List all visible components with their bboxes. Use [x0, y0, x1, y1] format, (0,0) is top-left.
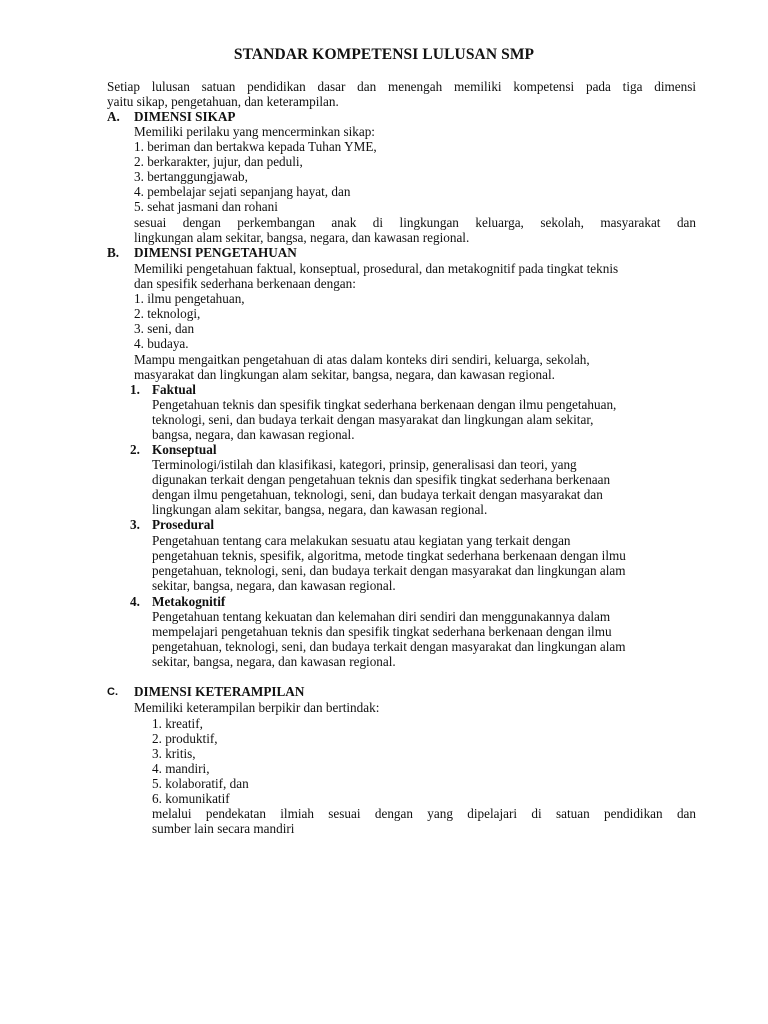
- section-c-closing-2: sumber lain secara mandiri: [152, 821, 295, 836]
- section-b-lead-2: dan spesifik sederhana berkenaan dengan:: [134, 276, 356, 291]
- subsection-text: pengetahuan, teknologi, seni, dan budaya terkait dengan masyarakat dan lingkungan alam: [152, 563, 626, 578]
- subsection-heading-konseptual: Konseptual: [152, 442, 217, 457]
- section-c-marker: C.: [107, 686, 118, 698]
- subsection-heading-faktual: Faktual: [152, 382, 196, 397]
- section-c-item: 1. kreatif,: [152, 716, 203, 731]
- section-c-item: 6. komunikatif: [152, 791, 230, 806]
- section-a-lead: Memiliki perilaku yang mencerminkan sikap:: [134, 124, 375, 139]
- intro-line-1: Setiap lulusan satuan pendidikan dasar dan menengah memiliki kompetensi pada tiga dimensi: [107, 79, 696, 94]
- subsection-number: 1.: [130, 382, 140, 397]
- subsection-text: Pengetahuan teknis dan spesifik tingkat sederhana berkenaan dengan ilmu pengetahuan,: [152, 397, 617, 412]
- section-a-item: 3. bertanggungjawab,: [134, 169, 248, 184]
- subsection-text: sekitar, bangsa, negara, dan kawasan regional.: [152, 654, 396, 669]
- section-b-item: 1. ilmu pengetahuan,: [134, 291, 245, 306]
- section-a-marker: A.: [107, 109, 120, 124]
- subsection-number: 4.: [130, 594, 140, 609]
- subsection-text: teknologi, seni, dan budaya terkait dengan masyarakat dan lingkungan alam sekitar,: [152, 412, 594, 427]
- section-a-closing-1: sesuai dengan perkembangan anak di lingkungan keluarga, sekolah, masyarakat dan: [134, 215, 696, 230]
- subsection-text: mempelajari pengetahuan teknis dan spesifik tingkat sederhana berkenaan dengan ilmu: [152, 624, 612, 639]
- section-a-item: 2. berkarakter, jujur, dan peduli,: [134, 154, 303, 169]
- section-c-item: 2. produktif,: [152, 731, 218, 746]
- subsection-text: lingkungan alam sekitar, bangsa, negara, dan kawasan regional.: [152, 502, 488, 517]
- section-c-heading: DIMENSI KETERAMPILAN: [134, 684, 305, 699]
- page-title: STANDAR KOMPETENSI LULUSAN SMP: [233, 46, 535, 63]
- section-b-lead-1: Memiliki pengetahuan faktual, konseptual, prosedural, dan metakognitif pada tingkat teknis: [134, 261, 619, 276]
- subsection-text: Pengetahuan tentang cara melakukan sesuatu atau kegiatan yang terkait dengan: [152, 533, 571, 548]
- section-a-closing-2: lingkungan alam sekitar, bangsa, negara, dan kawasan regional.: [134, 230, 470, 245]
- subsection-text: sekitar, bangsa, negara, dan kawasan regional.: [152, 578, 396, 593]
- subsection-text: dengan ilmu pengetahuan, teknologi, seni, dan budaya terkait dengan masyarakat dan: [152, 487, 603, 502]
- section-a-item: 1. beriman dan bertakwa kepada Tuhan YME,: [134, 139, 377, 154]
- subsection-heading-prosedural: Prosedural: [152, 517, 215, 532]
- section-c-item: 4. mandiri,: [152, 761, 210, 776]
- section-b-item: 4. budaya.: [134, 336, 189, 351]
- section-b-marker: B.: [107, 245, 120, 260]
- section-c-item: 5. kolaboratif, dan: [152, 776, 249, 791]
- subsection-text: digunakan terkait dengan pengetahuan teknis dan spesifik tingkat sederhana berkenaan: [152, 472, 611, 487]
- section-b-heading: DIMENSI PENGETAHUAN: [134, 245, 297, 260]
- section-c-lead: Memiliki keterampilan berpikir dan bertindak:: [134, 700, 380, 715]
- section-b-closing-1: Mampu mengaitkan pengetahuan di atas dalam konteks diri sendiri, keluarga, sekolah,: [134, 352, 590, 367]
- section-b-item: 2. teknologi,: [134, 306, 201, 321]
- intro-line-2: yaitu sikap, pengetahuan, dan keterampilan.: [107, 94, 339, 109]
- subsection-text: Terminologi/istilah dan klasifikasi, kategori, prinsip, generalisasi dan teori, yang: [152, 457, 577, 472]
- section-c-closing-1: melalui pendekatan ilmiah sesuai dengan yang dipelajari di satuan pendidikan dan: [152, 806, 696, 821]
- subsection-text: Pengetahuan tentang kekuatan dan kelemahan diri sendiri dan menggunakannya dalam: [152, 609, 611, 624]
- section-c-item: 3. kritis,: [152, 746, 196, 761]
- section-a-item: 4. pembelajar sejati sepanjang hayat, dan: [134, 184, 351, 199]
- subsection-text: pengetahuan, teknologi, seni, dan budaya terkait dengan masyarakat dan lingkungan alam: [152, 639, 626, 654]
- subsection-number: 3.: [130, 517, 140, 532]
- subsection-text: bangsa, negara, dan kawasan regional.: [152, 427, 355, 442]
- subsection-number: 2.: [130, 442, 140, 457]
- section-b-closing-2: masyarakat dan lingkungan alam sekitar, bangsa, negara, dan kawasan regional.: [134, 367, 555, 382]
- section-b-item: 3. seni, dan: [134, 321, 195, 336]
- subsection-heading-metakognitif: Metakognitif: [152, 594, 226, 609]
- subsection-text: pengetahuan teknis, spesifik, algoritma, metode tingkat sederhana berkenaan dengan ilmu: [152, 548, 626, 563]
- section-a-heading: DIMENSI SIKAP: [134, 109, 236, 124]
- section-a-item: 5. sehat jasmani dan rohani: [134, 199, 278, 214]
